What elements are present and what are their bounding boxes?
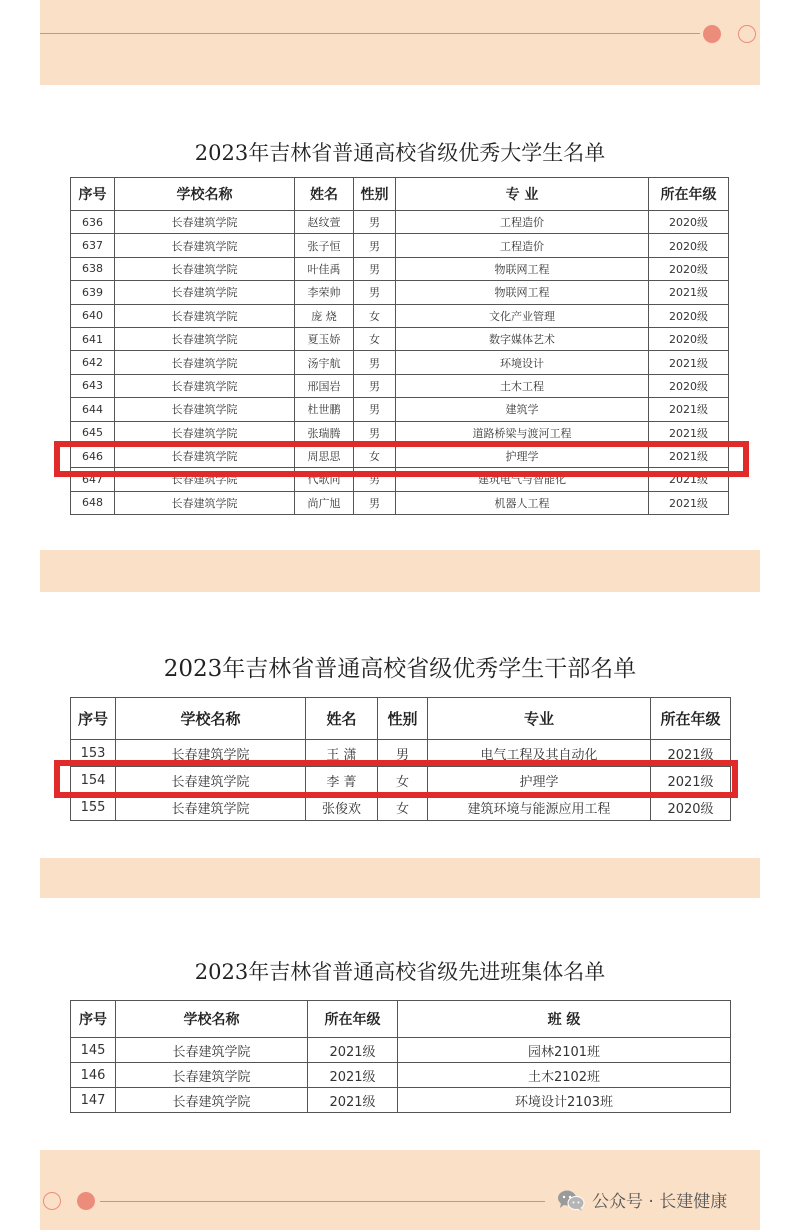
decor-circle-filled bbox=[77, 1192, 95, 1210]
table-cell: 男 bbox=[354, 491, 396, 514]
column-header: 所在年级 bbox=[649, 178, 729, 211]
table-cell: 646 bbox=[71, 444, 115, 467]
wechat-icon bbox=[556, 1188, 586, 1212]
table-cell: 643 bbox=[71, 374, 115, 397]
table-cell: 女 bbox=[354, 327, 396, 350]
table-cell: 汤宇航 bbox=[295, 351, 354, 374]
table-cell: 642 bbox=[71, 351, 115, 374]
table-row bbox=[71, 257, 729, 280]
column-header: 专业 bbox=[428, 698, 651, 740]
table-cell: 园林2101班 bbox=[398, 1038, 731, 1063]
table-cell: 女 bbox=[378, 767, 428, 794]
decor-circle-filled bbox=[703, 25, 721, 43]
table-cell: 2020级 bbox=[649, 234, 729, 257]
table-row bbox=[71, 211, 729, 234]
table-cell: 环境设计 bbox=[396, 351, 649, 374]
section-title-excellent-students: 2023年吉林省普通高校省级优秀大学生名单 bbox=[194, 141, 606, 165]
table-cell: 2021级 bbox=[308, 1038, 398, 1063]
table-cell: 女 bbox=[378, 794, 428, 821]
table-row bbox=[71, 234, 729, 257]
table-cell: 护理学 bbox=[396, 444, 649, 467]
table-cell: 2020级 bbox=[649, 211, 729, 234]
table-cell: 长春建筑学院 bbox=[115, 234, 295, 257]
table-cell: 2021级 bbox=[651, 740, 731, 767]
bottom-decor-line bbox=[100, 1201, 545, 1202]
table-cell: 道路桥梁与渡河工程 bbox=[396, 421, 649, 444]
table-cell: 2021级 bbox=[308, 1063, 398, 1088]
table-cell: 长春建筑学院 bbox=[116, 1088, 308, 1113]
table-cell: 647 bbox=[71, 468, 115, 491]
table-cell: 154 bbox=[71, 767, 116, 794]
table-cell: 145 bbox=[71, 1038, 116, 1063]
table-cell: 长春建筑学院 bbox=[116, 1063, 308, 1088]
column-header: 所在年级 bbox=[308, 1001, 398, 1038]
table-cell: 女 bbox=[354, 304, 396, 327]
table-cell: 长春建筑学院 bbox=[116, 1038, 308, 1063]
table-row bbox=[71, 374, 729, 397]
top-banner bbox=[40, 0, 760, 85]
table-cell: 男 bbox=[354, 211, 396, 234]
table-cell: 男 bbox=[354, 421, 396, 444]
table-cell: 637 bbox=[71, 234, 115, 257]
table-cell: 155 bbox=[71, 794, 116, 821]
column-header: 序号 bbox=[71, 178, 115, 211]
table-cell: 赵纹萱 bbox=[295, 211, 354, 234]
table-cell: 2020级 bbox=[649, 327, 729, 350]
highlight-box bbox=[54, 760, 738, 798]
table-row bbox=[71, 1063, 731, 1088]
column-header: 学校名称 bbox=[116, 698, 306, 740]
table-row bbox=[71, 491, 729, 514]
table-cell: 李 菁 bbox=[306, 767, 378, 794]
table-cell: 男 bbox=[354, 398, 396, 421]
table-cell: 长春建筑学院 bbox=[115, 211, 295, 234]
table-cell: 2020级 bbox=[649, 304, 729, 327]
table-row bbox=[71, 1038, 731, 1063]
table-cell: 长春建筑学院 bbox=[115, 351, 295, 374]
table-cell: 638 bbox=[71, 257, 115, 280]
column-header: 专 业 bbox=[396, 178, 649, 211]
table-row bbox=[71, 304, 729, 327]
table-cell: 邢国岩 bbox=[295, 374, 354, 397]
table-cell: 长春建筑学院 bbox=[115, 491, 295, 514]
table-cell: 张俊欢 bbox=[306, 794, 378, 821]
table-cell: 长春建筑学院 bbox=[115, 374, 295, 397]
table-cell: 环境设计2103班 bbox=[398, 1088, 731, 1113]
table-cell: 长春建筑学院 bbox=[115, 327, 295, 350]
table-cell: 长春建筑学院 bbox=[116, 767, 306, 794]
table-cell: 2021级 bbox=[649, 491, 729, 514]
table-cell: 2021级 bbox=[649, 281, 729, 304]
table-cell: 李荣帅 bbox=[295, 281, 354, 304]
table-cell: 648 bbox=[71, 491, 115, 514]
table-cell: 2021级 bbox=[651, 767, 731, 794]
table-row bbox=[71, 327, 729, 350]
table-cell: 电气工程及其自动化 bbox=[428, 740, 651, 767]
table-row bbox=[71, 351, 729, 374]
wechat-watermark bbox=[556, 1187, 727, 1212]
column-header: 性别 bbox=[378, 698, 428, 740]
table-header-row bbox=[71, 178, 729, 211]
table-cell: 张子恒 bbox=[295, 234, 354, 257]
table-cell: 2021级 bbox=[649, 351, 729, 374]
table-cell: 641 bbox=[71, 327, 115, 350]
table-cell: 男 bbox=[354, 257, 396, 280]
table-header-row bbox=[71, 1001, 731, 1038]
column-header: 性别 bbox=[354, 178, 396, 211]
divider-banner bbox=[40, 858, 760, 898]
column-header: 序号 bbox=[71, 1001, 116, 1038]
decor-circle-outline bbox=[43, 1192, 61, 1210]
table-cell: 长春建筑学院 bbox=[115, 468, 295, 491]
table-cell: 147 bbox=[71, 1088, 116, 1113]
table-cell: 153 bbox=[71, 740, 116, 767]
table-cell: 土木2102班 bbox=[398, 1063, 731, 1088]
table-cell: 代歌同 bbox=[295, 468, 354, 491]
table-cell: 645 bbox=[71, 421, 115, 444]
table-cell: 2021级 bbox=[649, 398, 729, 421]
table-cell: 男 bbox=[378, 740, 428, 767]
watermark-text: 公众号 · 长建健康 bbox=[592, 1192, 728, 1212]
table-cell: 女 bbox=[354, 444, 396, 467]
table-cell: 男 bbox=[354, 374, 396, 397]
table-cell: 长春建筑学院 bbox=[115, 257, 295, 280]
highlight-box bbox=[54, 441, 749, 477]
table-cell: 长春建筑学院 bbox=[115, 304, 295, 327]
excellent-cadres-table bbox=[70, 697, 731, 821]
table-cell: 物联网工程 bbox=[396, 257, 649, 280]
table-cell: 长春建筑学院 bbox=[116, 794, 306, 821]
table-cell: 工程造价 bbox=[396, 234, 649, 257]
column-header: 所在年级 bbox=[651, 698, 731, 740]
table-cell: 长春建筑学院 bbox=[115, 444, 295, 467]
column-header: 序号 bbox=[71, 698, 116, 740]
table-cell: 146 bbox=[71, 1063, 116, 1088]
table-cell: 尚广旭 bbox=[295, 491, 354, 514]
table-cell: 张瑞腾 bbox=[295, 421, 354, 444]
table-cell: 男 bbox=[354, 281, 396, 304]
table-cell: 叶佳禹 bbox=[295, 257, 354, 280]
decor-circle-outline bbox=[738, 25, 756, 43]
column-header: 姓名 bbox=[306, 698, 378, 740]
table-cell: 机器人工程 bbox=[396, 491, 649, 514]
table-cell: 2021级 bbox=[649, 468, 729, 491]
table-cell: 2020级 bbox=[649, 257, 729, 280]
top-decor-line bbox=[40, 33, 700, 34]
section-title-excellent-cadres: 2023年吉林省普通高校省级优秀学生干部名单 bbox=[163, 656, 637, 682]
table-cell: 建筑环境与能源应用工程 bbox=[428, 794, 651, 821]
divider-banner bbox=[40, 550, 760, 592]
table-cell: 636 bbox=[71, 211, 115, 234]
table-cell: 2020级 bbox=[649, 374, 729, 397]
table-row bbox=[71, 281, 729, 304]
table-cell: 长春建筑学院 bbox=[115, 398, 295, 421]
table-cell: 640 bbox=[71, 304, 115, 327]
table-cell: 639 bbox=[71, 281, 115, 304]
table-cell: 土木工程 bbox=[396, 374, 649, 397]
table-row bbox=[71, 1088, 731, 1113]
table-cell: 2021级 bbox=[308, 1088, 398, 1113]
column-header: 学校名称 bbox=[115, 178, 295, 211]
advanced-classes-table bbox=[70, 1000, 731, 1113]
table-cell: 2021级 bbox=[649, 421, 729, 444]
table-cell: 男 bbox=[354, 351, 396, 374]
table-cell: 长春建筑学院 bbox=[115, 421, 295, 444]
table-cell: 男 bbox=[354, 468, 396, 491]
table-cell: 长春建筑学院 bbox=[116, 740, 306, 767]
section-title-advanced-classes: 2023年吉林省普通高校省级先进班集体名单 bbox=[194, 960, 606, 984]
table-cell: 夏玉娇 bbox=[295, 327, 354, 350]
table-cell: 2021级 bbox=[649, 444, 729, 467]
table-cell: 2020级 bbox=[651, 794, 731, 821]
table-cell: 建筑电气与智能化 bbox=[396, 468, 649, 491]
column-header: 学校名称 bbox=[116, 1001, 308, 1038]
column-header: 班 级 bbox=[398, 1001, 731, 1038]
table-cell: 建筑学 bbox=[396, 398, 649, 421]
table-cell: 文化产业管理 bbox=[396, 304, 649, 327]
table-cell: 周思思 bbox=[295, 444, 354, 467]
table-header-row bbox=[71, 698, 731, 740]
table-cell: 工程造价 bbox=[396, 211, 649, 234]
table-cell: 长春建筑学院 bbox=[115, 281, 295, 304]
table-cell: 物联网工程 bbox=[396, 281, 649, 304]
table-cell: 男 bbox=[354, 234, 396, 257]
table-cell: 杜世鹏 bbox=[295, 398, 354, 421]
table-row bbox=[71, 398, 729, 421]
table-cell: 庞 烧 bbox=[295, 304, 354, 327]
table-cell: 护理学 bbox=[428, 767, 651, 794]
table-cell: 王 潇 bbox=[306, 740, 378, 767]
column-header: 姓名 bbox=[295, 178, 354, 211]
table-cell: 数字媒体艺术 bbox=[396, 327, 649, 350]
table-cell: 644 bbox=[71, 398, 115, 421]
